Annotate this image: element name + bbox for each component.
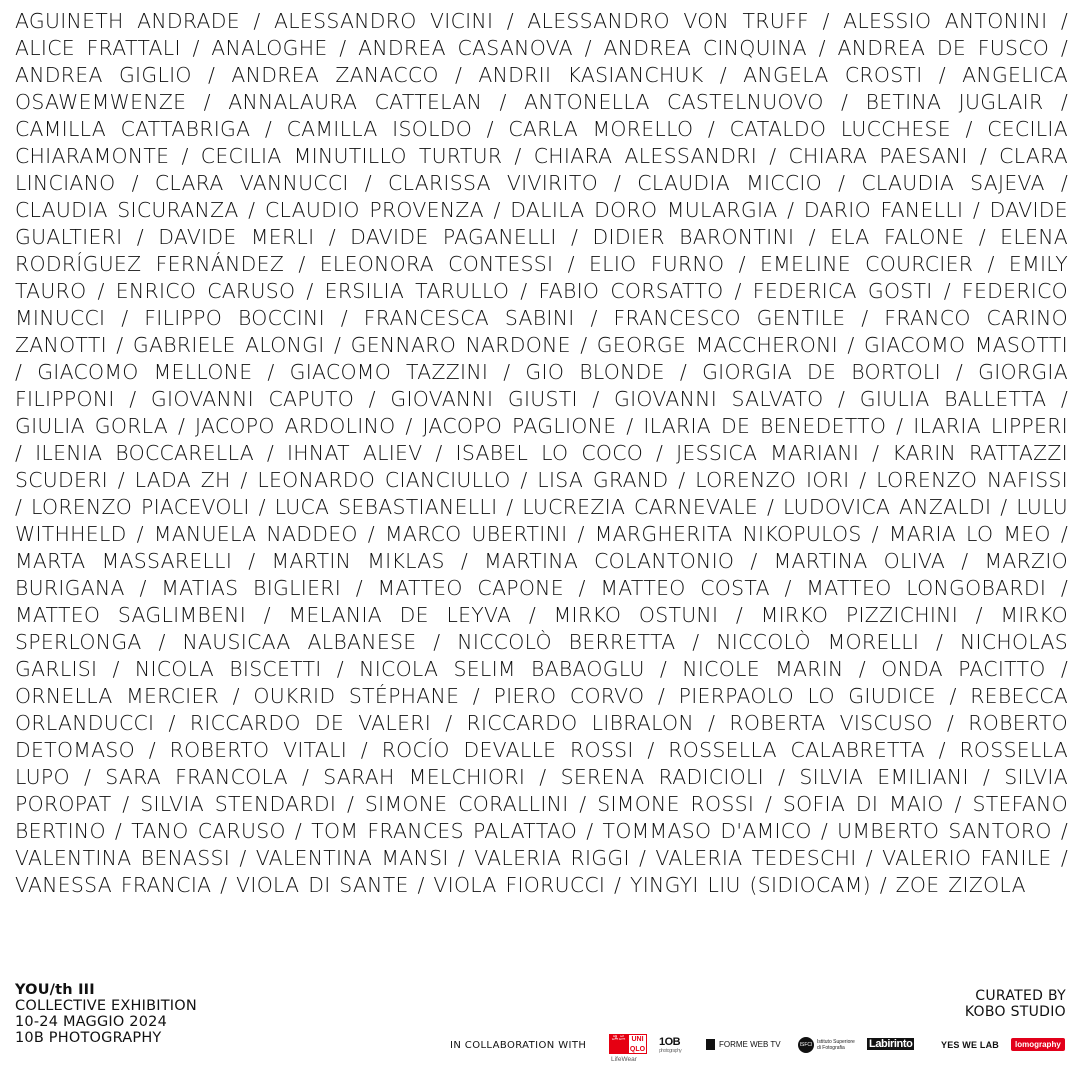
uniqlo-logo-katakana: ユニ [609, 1034, 628, 1054]
10b-logo-text: 1OB [659, 1036, 681, 1048]
isfci-mark: ISFCI [798, 1037, 814, 1053]
isfci-logo-text: Istituto Superiore di Fotografia [817, 1039, 855, 1051]
curated-label: CURATED BY [975, 988, 1066, 1004]
10b-logo-sub: photography [659, 1048, 682, 1054]
curated-by [965, 988, 1066, 1020]
uniqlo-lifewear: LifeWear [611, 1056, 637, 1063]
event-title: YOU/th III [15, 982, 95, 998]
forme-logo-text: FORME WEB TV [719, 1040, 781, 1049]
uniqlo-logo-latin: UNI QLO [629, 1036, 646, 1053]
forme-mark-icon [706, 1039, 715, 1050]
event-dates: 10-24 MAGGIO 2024 [15, 1014, 167, 1030]
isfci-logo [798, 1037, 857, 1053]
labirinto-logo: Labirinto [869, 1038, 913, 1050]
artists-list: AGUINETH ANDRADE / ALESSANDRO VICINI / ALESSANDRO VON TRUFF / ALESSIO ANTONINI / ALICE FRATTALI / ANALOGHE / ANDREA CASANOVA / ANDREA CINQUINA / ANDREA DE FUSCO / ANDREA GIGLIO / ANDREA ZANACCO / ANDRII KASIANCHUK / ANGELA CROSTI / ANGELICA OSAWEMWENZE / ANNALAURA CATTELAN / ANTONELLA CASTELNUOVO / BETINA JUGLAIR / CAMILLA CATTABRIGA / CAMILLA ISOLDO / CARLA MORELLO / CATALDO LUCCHESE / CECILIA CHIARAMONTE / CECILIA MINUTILLO TURTUR / CHIARA ALESSANDRI / CHIARA PAESANI / CLARA LINCIANO / CLARA VANNUCCI / CLARISSA VIVIRITO / CLAUDIA MICCIO / CLAUDIA SAJEVA / CLAUDIA SICURANZA / CLAUDIO PROVENZA / DALILA DORO MULARGIA / DARIO FANELLI / DAVIDE GUALTIERI / DAVIDE MERLI / DAVIDE PAGANELLI / DIDIER BARONTINI / ELA FALONE / ELENA RODRÍGUEZ FERNÁNDEZ / ELEONORA CONTESSI / ELIO FURNO / EMELINE COURCIER / EMILY TAURO / ENRICO CARUSO / ERSILIA TARULLO / FABIO CORSATTO / FEDERICA GOSTI / FEDERICO MINUCCI / FILIPPO BOCCINI / FRANCESCA SABINI / FRANCESCO GENTILE / FRANCO CARINO ZANOTTI / GABRIELE ALONGI / GENNARO NARDONE / GEORGE MACCHERONI / GIACOMO MASOTTI / GIACOMO MELLONE / GIACOMO TAZZINI / GIO BLONDE / GIORGIA DE BORTOLI / GIORGIA FILIPPONI / GIOVANNI CAPUTO / GIOVANNI GIUSTI / GIOVANNI SALVATO / GIULIA BALLETTA / GIULIA GORLA / JACOPO ARDOLINO / JACOPO PAGLIONE / ILARIA DE BENEDETTO / ILARIA LIPPERI / ILENIA BOCCARELLA / IHNAT ALIEV / ISABEL LO COCO / JESSICA MARIANI / KARIN RATTAZZI SCUDERI / LADA ZH / LEONARDO CIANCIULLO / LISA GRAND / LORENZO IORI / LORENZO NAFISSI / LORENZO PIACEVOLI / LUCA SEBASTIANELLI / LUCREZIA CARNEVALE / LUDOVICA ANZALDI / LULU WITHHELD / MANUELA NADDEO / MARCO UBERTINI / MARGHERITA NIKOPULOS / MARIA LO MEO / MARTA MASSARELLI / MARTIN MIKLAS / MARTINA COLANTONIO / MARTINA OLIVA / MARZIO BURIGANA / MATIAS BIGLIERI / MATTEO CAPONE / MATTEO COSTA / MATTEO LONGOBARDI / MATTEO SAGLIMBENI / MELANIA DE LEYVA / MIRKO OSTUNI / MIRKO PIZZICHINI / MIRKO SPERLONGA / NAUSICAA ALBANESE / NICCOLÒ BERRETTA / NICCOLÒ MORELLI / NICHOLAS GARLISI / NICOLA BISCETTI / NICOLA SELIM BABAOGLU / NICOLE MARIN / ONDA PACITTO / ORNELLA MERCIER / OUKRID STÉPHANE / PIERO CORVO / PIERPAOLO LO GIUDICE / REBECCA ORLANDUCCI / RICCARDO DE VALERI / RICCARDO LIBRALON / ROBERTA VISCUSO / ROBERTO DETOMASO / ROBERTO VITALI / ROCÍO DEVALLE ROSSI / ROSSELLA CALABRETTA / ROSSELLA LUPO / SARA FRANCOLA / SARAH MELCHIORI / SERENA RADICIOLI / SILVIA EMILIANI / SILVIA POROPAT / SILVIA STENDARDI / SIMONE CORALLINI / SIMONE ROSSI / SOFIA DI MAIO / STEFANO BERTINO / TANO CARUSO / TOM FRANCES PALATTAO / TOMMASO D'AMICO / UMBERTO SANTORO / VALENTINA BENASSI / VALENTINA MANSI / VALERIA RIGGI / VALERIA TEDESCHI / VALERIO FANILE / VANESSA FRANCIA / VIOLA DI SANTE / VIOLA FIORUCCI / YINGYI LIU (SIDIOCAM) / ZOE ZIZOLA [15, 9, 1068, 897]
10b-photography-logo [659, 1036, 681, 1054]
sponsor-logos [609, 1034, 1069, 1064]
yes-we-lab-logo: YES WE LAB [941, 1040, 1000, 1050]
lomography-logo: lomography [1011, 1038, 1065, 1051]
uniqlo-logo [609, 1034, 647, 1063]
collaboration-label: IN COLLABORATION WITH [450, 1040, 587, 1051]
event-subtitle: COLLECTIVE EXHIBITION [15, 998, 197, 1014]
event-info [15, 982, 197, 1046]
curator-name: KOBO STUDIO [964, 1004, 1066, 1020]
forme-web-tv-logo [706, 1039, 781, 1050]
event-venue: 10B PHOTOGRAPHY [15, 1030, 162, 1046]
